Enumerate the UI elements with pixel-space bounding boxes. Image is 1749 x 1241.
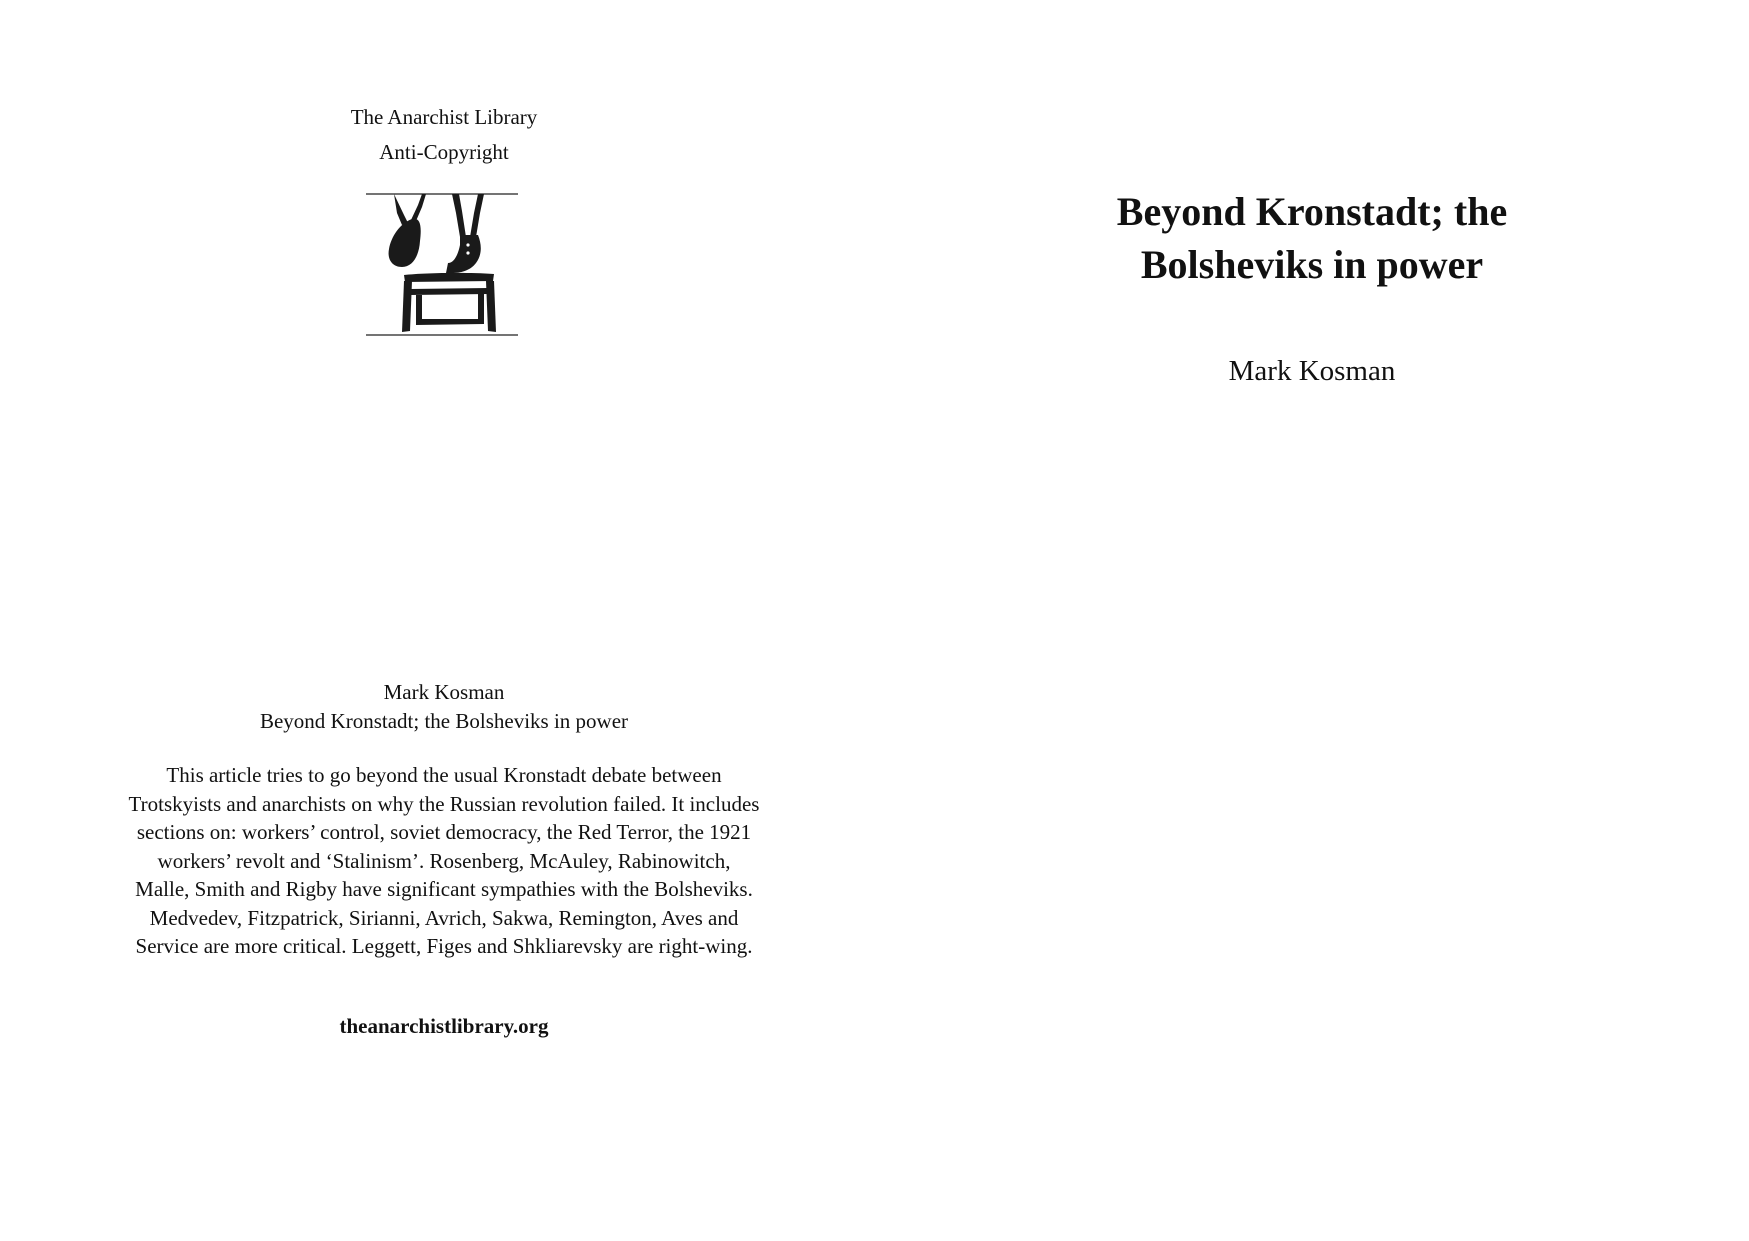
book-title-line-2: Bolsheviks in power: [1140, 242, 1484, 287]
library-name: The Anarchist Library: [350, 105, 538, 129]
colophon-author: Mark Kosman: [383, 680, 505, 704]
colophon: [0, 678, 888, 735]
book-author: Mark Kosman: [1228, 355, 1396, 387]
site-url: theanarchistlibrary.org: [339, 1014, 549, 1038]
library-header: [0, 100, 888, 170]
right-page: [875, 0, 1749, 1241]
colophon-title: Beyond Kronstadt; the Bolsheviks in power: [259, 708, 629, 733]
left-page: [0, 0, 874, 1241]
book-title-line-1: Beyond Kronstadt; the: [1116, 189, 1508, 234]
anarchist-library-logo-icon: [364, 193, 520, 339]
abstract: This article tries to go beyond the usual Kronstadt debate between Trotskyists and anarchists on why the Russian revolution failed. It includes sections on: workers’ control, soviet democracy, the Red Terror, the 1921 workers’ revolt and ‘Stalinism’. Rosenberg, McAuley, Rabinowitch, Malle, Smith and Rigby have significant sympathies with the Bolsheviks. Medvedev, Fitzpatrick, Sirianni, Avrich, Sakwa, Remington, Aves and Service are more critical. Leggett, Figes and Shkliarevsky are right-wing.: [128, 763, 760, 958]
book-title: [875, 185, 1749, 291]
license-label: Anti-Copyright: [379, 140, 509, 164]
